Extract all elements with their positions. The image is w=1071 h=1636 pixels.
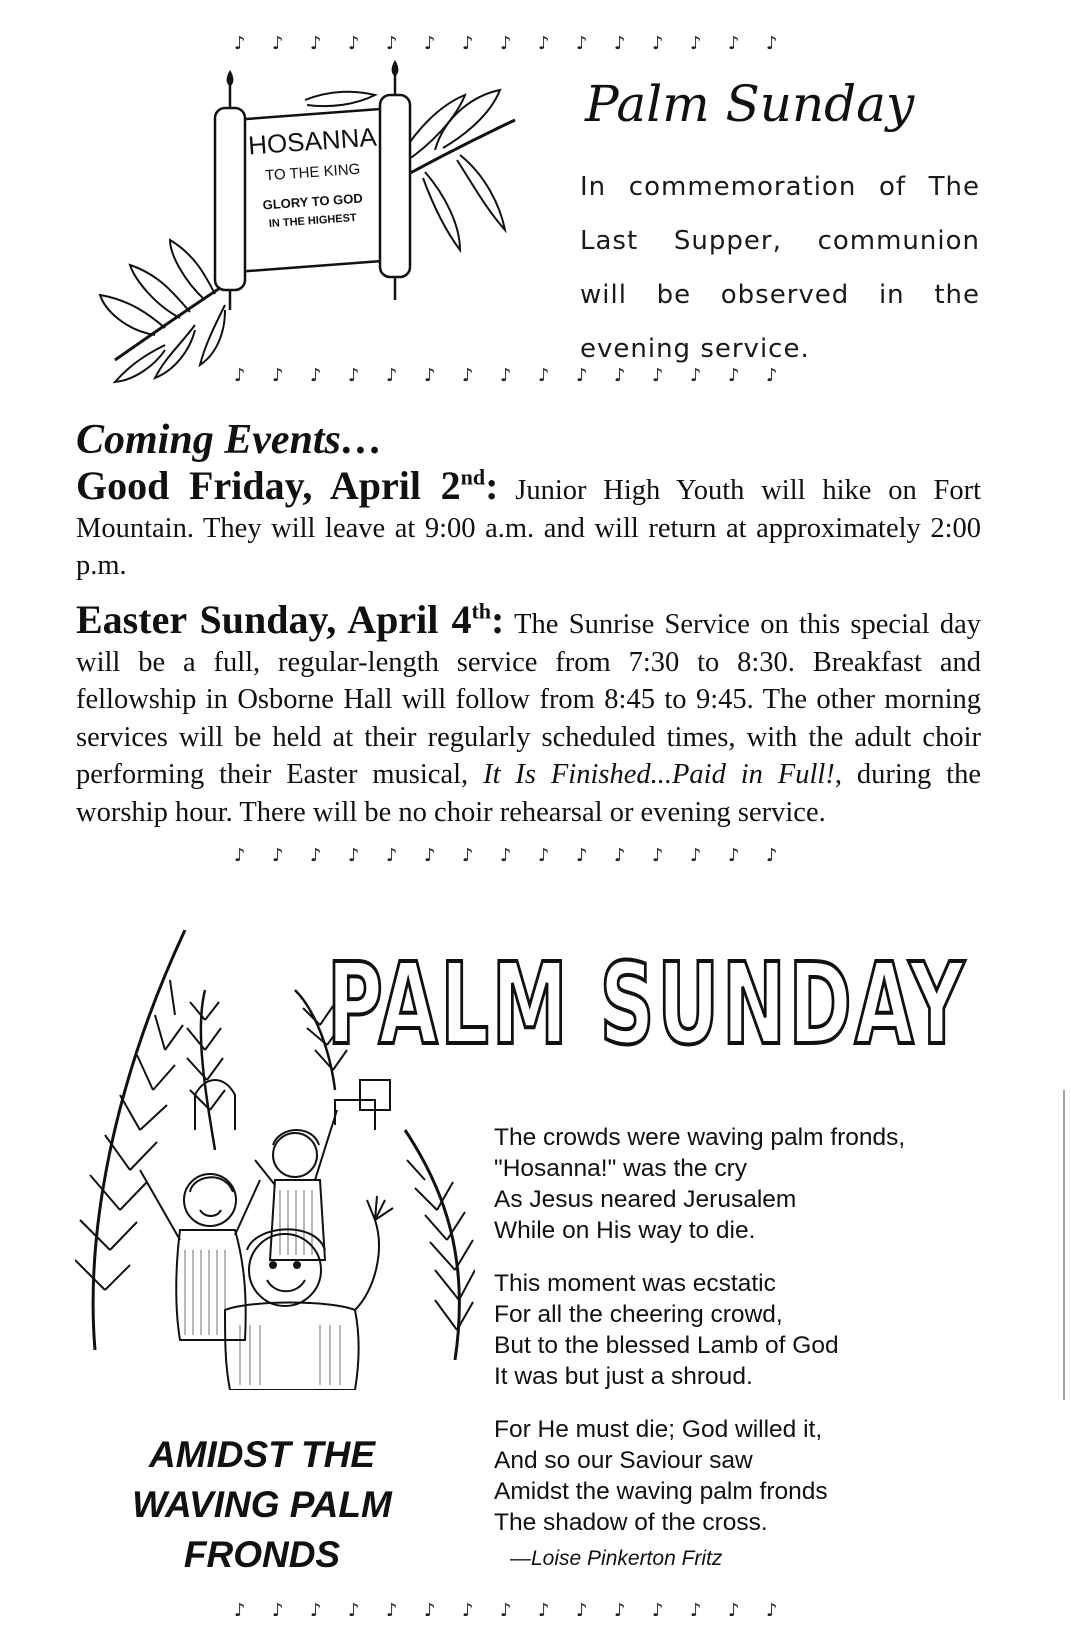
scroll-line-3: GLORY TO GOD: [262, 190, 364, 213]
poem-line: While on His way to die.: [494, 1217, 756, 1244]
music-note-icon: ♪: [348, 845, 360, 866]
music-note-icon: ♪: [766, 33, 778, 54]
poem-line: For all the cheering crowd,: [494, 1301, 783, 1328]
illustration-caption: [92, 1430, 432, 1580]
caption-line: FRONDS: [183, 1534, 341, 1575]
music-note-icon: ♪: [728, 1600, 740, 1621]
music-note-icon: ♪: [348, 33, 360, 54]
poem-stanza-2: [494, 1268, 1014, 1392]
music-note-icon: ♪: [462, 365, 474, 386]
music-note-icon: ♪: [728, 845, 740, 866]
music-note-icon: ♪: [500, 365, 512, 386]
music-note-icon: ♪: [424, 1600, 436, 1621]
scroll-line-4: IN THE HIGHEST: [268, 211, 358, 231]
poem-line: Amidst the waving palm fronds: [494, 1478, 828, 1505]
music-note-icon: ♪: [386, 1600, 398, 1621]
music-note-icon: ♪: [576, 1600, 588, 1621]
music-note-icon: ♪: [576, 33, 588, 54]
music-note-icon: ♪: [538, 365, 550, 386]
poem-line: This moment was ecstatic: [494, 1270, 776, 1297]
music-note-icon: ♪: [386, 33, 398, 54]
palm-sunday-banner: [315, 925, 980, 1070]
music-note-icon: ♪: [424, 365, 436, 386]
music-note-icon: ♪: [690, 1600, 702, 1621]
music-note-icon: ♪: [272, 33, 284, 54]
poem-line: As Jesus neared Jerusalem: [494, 1186, 797, 1213]
event-title: Easter Sunday, April 4th:: [76, 597, 505, 642]
music-note-icon: ♪: [728, 365, 740, 386]
poem-line: "Hosanna!" was the cry: [494, 1155, 747, 1182]
music-note-icon: ♪: [424, 845, 436, 866]
caption-line: WAVING PALM: [132, 1484, 392, 1525]
music-note-border-mid-2: [0, 846, 1071, 874]
music-note-icon: ♪: [766, 845, 778, 866]
music-note-icon: ♪: [310, 365, 322, 386]
event-description-end: , during the worship hour. There will be no choir rehearsal or evening service.: [76, 759, 981, 828]
poem-line: For He must die; God willed it,: [494, 1416, 823, 1443]
music-note-icon: ♪: [690, 33, 702, 54]
poem-author: —Loise Pinkerton Fritz: [510, 1547, 723, 1570]
music-note-icon: ♪: [538, 1600, 550, 1621]
music-note-icon: ♪: [234, 33, 246, 54]
music-note-icon: ♪: [614, 365, 626, 386]
music-note-icon: ♪: [234, 845, 246, 866]
music-note-icon: ♪: [652, 1600, 664, 1621]
music-note-icon: ♪: [652, 365, 664, 386]
music-note-icon: ♪: [462, 845, 474, 866]
caption-line: AMIDST THE: [148, 1434, 376, 1475]
music-note-icon: ♪: [272, 845, 284, 866]
poem: [494, 1122, 1014, 1574]
scroll-line-1: HOSANNA: [247, 121, 378, 161]
music-note-icon: ♪: [234, 365, 246, 386]
palm-sunday-title: Palm Sunday: [585, 75, 915, 133]
event-description: The Sunrise Service on this special day will be a full, regular-length service from 7:30 to 8:30. Breakfast and fellowship in Osborne Hall will follow from 8:45 to 9:45. The other morning services will be held at their regularly scheduled times, with the adult choir performing their Easter musical,: [76, 609, 981, 790]
music-note-icon: ♪: [538, 845, 550, 866]
palm-sunday-communion-note: In commemoration of The Last Supper, communion will be observed in the evening service.: [580, 172, 980, 364]
music-note-border-top: [0, 34, 1071, 62]
music-note-icon: ♪: [538, 33, 550, 54]
music-note-icon: ♪: [652, 845, 664, 866]
poem-stanza-1: [494, 1122, 1014, 1246]
poem-line: But to the blessed Lamb of God: [494, 1332, 839, 1359]
event-good-friday: [76, 463, 981, 585]
music-note-icon: ♪: [272, 1600, 284, 1621]
music-note-icon: ♪: [728, 33, 740, 54]
palm-scroll-illustration: [95, 60, 535, 390]
banner-title: PALM SUNDAY: [327, 940, 967, 1070]
music-note-border-bottom: [0, 1601, 1071, 1629]
coming-events-heading: Coming Events…: [76, 417, 383, 463]
music-note-icon: ♪: [614, 33, 626, 54]
music-note-icon: ♪: [576, 845, 588, 866]
music-note-icon: ♪: [766, 1600, 778, 1621]
music-note-icon: ♪: [462, 1600, 474, 1621]
scroll-line-2: TO THE KING: [264, 160, 361, 185]
music-note-icon: ♪: [614, 845, 626, 866]
music-note-icon: ♪: [348, 1600, 360, 1621]
music-note-icon: ♪: [690, 845, 702, 866]
music-note-icon: ♪: [500, 845, 512, 866]
event-title: Good Friday, April 2nd:: [76, 463, 499, 508]
music-note-icon: ♪: [386, 845, 398, 866]
music-note-icon: ♪: [500, 33, 512, 54]
event-description: Junior High Youth will hike on Fort Mountain. They will leave at 9:00 a.m. and will return at approximately 2:00 p.m.: [76, 475, 981, 581]
music-note-icon: ♪: [614, 1600, 626, 1621]
music-note-icon: ♪: [424, 33, 436, 54]
music-note-icon: ♪: [310, 1600, 322, 1621]
musical-title: It Is Finished...Paid in Full!: [483, 759, 835, 790]
music-note-icon: ♪: [310, 845, 322, 866]
poem-line: It was but just a shroud.: [494, 1363, 753, 1390]
music-note-icon: ♪: [576, 365, 588, 386]
music-note-icon: ♪: [462, 33, 474, 54]
music-note-icon: ♪: [310, 33, 322, 54]
music-note-icon: ♪: [652, 33, 664, 54]
music-note-icon: ♪: [500, 1600, 512, 1621]
music-note-icon: ♪: [272, 365, 284, 386]
poem-line: The crowds were waving palm fronds,: [494, 1124, 906, 1151]
poem-line: And so our Saviour saw: [494, 1447, 753, 1474]
scan-edge-line: [1063, 1090, 1065, 1400]
music-note-icon: ♪: [386, 365, 398, 386]
poem-line: The shadow of the cross.: [494, 1509, 768, 1536]
music-note-icon: ♪: [348, 365, 360, 386]
music-note-icon: ♪: [234, 1600, 246, 1621]
event-easter-sunday: [76, 597, 981, 831]
music-note-icon: ♪: [690, 365, 702, 386]
music-note-icon: ♪: [766, 365, 778, 386]
poem-stanza-3: [494, 1414, 1014, 1538]
